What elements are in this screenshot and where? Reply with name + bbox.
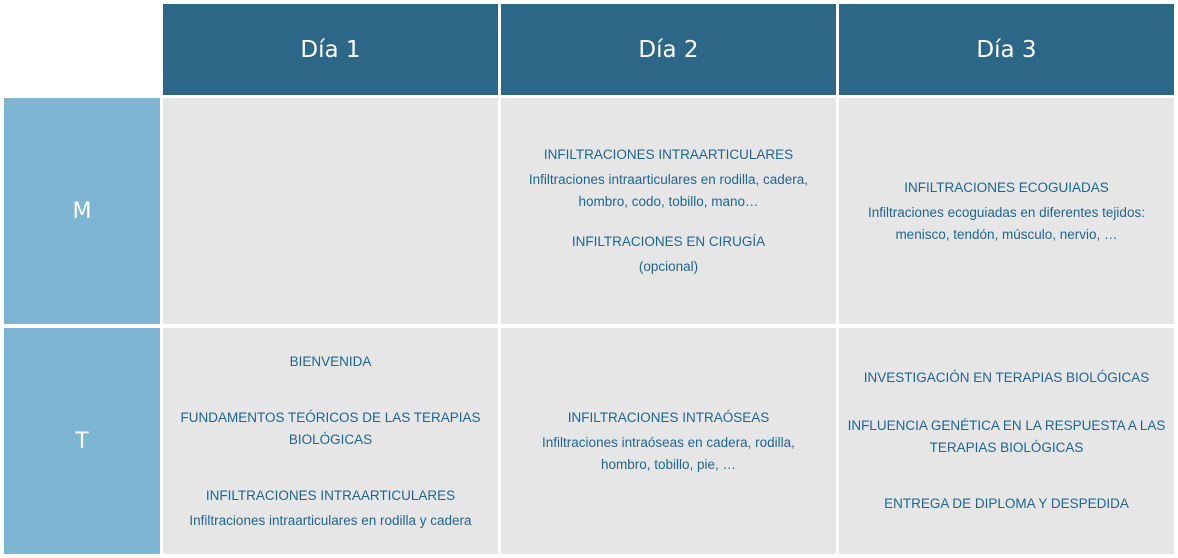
row-header-t xyxy=(4,328,160,554)
m-day1-cell xyxy=(163,98,498,324)
session-title-line: TERAPIAS BIOLÓGICAS xyxy=(929,440,1084,455)
row-header-m xyxy=(4,98,160,324)
session-block xyxy=(290,351,372,373)
session-title: INFILTRACIONES INTRAARTICULARES xyxy=(205,487,456,503)
session-block xyxy=(542,407,795,476)
day-1-header xyxy=(163,4,498,95)
session-block xyxy=(848,415,1166,459)
row-m-label: M xyxy=(72,198,92,224)
session-block xyxy=(529,144,808,213)
session-block xyxy=(189,485,471,532)
session-title-line: FUNDAMENTOS TEÓRICOS DE LAS TERAPIAS xyxy=(180,409,481,425)
day-3-label: Día 3 xyxy=(976,36,1037,63)
session-description xyxy=(529,169,808,213)
session-title: INFILTRACIONES ECOGUIADAS xyxy=(904,179,1109,195)
session-description-line: hombro, tobillo, pie, … xyxy=(600,456,737,472)
day-2-header xyxy=(501,4,836,95)
session-title-line: BIOLÓGICAS xyxy=(288,431,373,447)
session-title: INFILTRACIONES INTRAARTICULARES xyxy=(543,147,794,162)
session-description: Infiltraciones intraarticulares en rodilla y cadera xyxy=(189,512,472,528)
session-block xyxy=(572,231,765,278)
m-day3-cell xyxy=(839,98,1174,324)
corner-cell xyxy=(0,0,160,95)
day-3-header xyxy=(839,4,1174,95)
session-block xyxy=(884,493,1129,515)
row-t-label: T xyxy=(75,428,89,454)
session-block xyxy=(864,367,1150,389)
session-description-line: Infiltraciones intraóseas en cadera, rodilla, xyxy=(542,434,795,450)
t-day3-cell xyxy=(839,328,1174,554)
session-description-line: Infiltraciones ecoguiadas en diferentes tejidos: xyxy=(868,204,1145,220)
session-title: ENTREGA DE DIPLOMA Y DESPEDIDA xyxy=(884,496,1129,511)
session-description xyxy=(868,202,1145,246)
session-block xyxy=(868,177,1145,246)
session-block xyxy=(180,407,480,451)
session-description-line: menisco, tendón, músculo, nervio, … xyxy=(895,226,1118,242)
session-description-line: hombro, codo, tobillo, mano… xyxy=(578,194,759,209)
t-day2-cell xyxy=(501,328,836,554)
session-title: INFILTRACIONES INTRAÓSEAS xyxy=(567,409,770,425)
session-description: (opcional) xyxy=(638,259,699,274)
session-title: INFILTRACIONES EN CIRUGÍA xyxy=(571,234,766,249)
day-2-label: Día 2 xyxy=(638,36,699,63)
t-day1-cell xyxy=(163,328,498,554)
day-1-label: Día 1 xyxy=(300,36,361,63)
session-title: INVESTIGACIÓN EN TERAPIAS BIOLÓGICAS xyxy=(863,370,1150,385)
m-day2-cell xyxy=(501,98,836,324)
session-description-line: Infiltraciones intraarticulares en rodilla, cadera, xyxy=(528,172,809,187)
session-title-line: INFLUENCIA GENÉTICA EN LA RESPUESTA A LAS xyxy=(847,418,1166,433)
session-description xyxy=(542,432,795,476)
session-title: BIENVENIDA xyxy=(289,353,372,369)
